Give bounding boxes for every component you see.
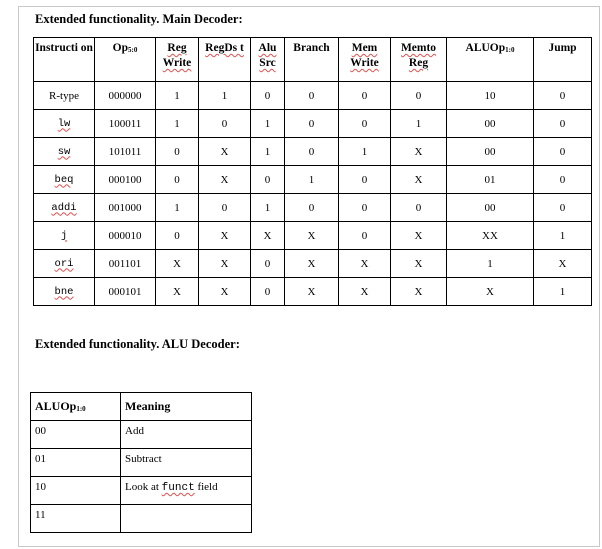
instruction-cell: beq <box>34 166 95 194</box>
main-header-cell: Jump <box>534 38 592 82</box>
main-header-cell: Alu Src <box>251 38 285 82</box>
main-decoder-heading: Extended functionality. Main Decoder: <box>35 12 243 26</box>
signal-cell: 0 <box>339 110 391 138</box>
signal-cell: 0 <box>251 82 285 110</box>
signal-cell: 1 <box>251 110 285 138</box>
signal-cell: X <box>339 278 391 306</box>
alu-header-cell: ALUOp$_{1:0}$ <box>31 393 121 421</box>
main-header-cell: Mem Write <box>339 38 391 82</box>
aluop-cell: 11 <box>31 505 121 533</box>
instruction-cell: j <box>34 222 95 250</box>
signal-cell: 0 <box>534 82 592 110</box>
alu-header-cell: Meaning <box>121 393 252 421</box>
signal-cell: 0 <box>251 250 285 278</box>
table-row <box>34 278 592 306</box>
table-row <box>34 222 592 250</box>
main-header-cell: Branch <box>285 38 339 82</box>
signal-cell: X <box>199 166 251 194</box>
signal-cell: 0 <box>156 138 199 166</box>
signal-cell: X <box>251 222 285 250</box>
main-header-cell: Instructi on <box>34 38 95 82</box>
alu-header-row <box>31 393 252 421</box>
code-term: funct <box>161 482 195 494</box>
opcode-cell: 000101 <box>95 278 156 306</box>
signal-cell: 0 <box>391 194 447 222</box>
signal-cell: X <box>285 250 339 278</box>
signal-cell: 0 <box>534 138 592 166</box>
signal-cell: 0 <box>534 166 592 194</box>
table-row <box>34 110 592 138</box>
signal-cell: X <box>199 222 251 250</box>
table-row <box>34 138 592 166</box>
main-header-cell: Reg Write <box>156 38 199 82</box>
signal-cell: 0 <box>199 110 251 138</box>
signal-cell: 0 <box>534 194 592 222</box>
main-decoder-table <box>33 37 592 306</box>
signal-cell: 0 <box>339 82 391 110</box>
signal-cell: 0 <box>285 110 339 138</box>
signal-cell: X <box>391 138 447 166</box>
signal-cell: 0 <box>339 166 391 194</box>
main-header-cell: ALUOp$_{1:0}$ <box>447 38 534 82</box>
table-row <box>34 250 592 278</box>
opcode-cell: 001101 <box>95 250 156 278</box>
signal-cell: 0 <box>156 166 199 194</box>
signal-cell: X <box>285 278 339 306</box>
meaning-cell: Look at funct field <box>121 477 252 505</box>
signal-cell: 1 <box>251 138 285 166</box>
instruction-cell: lw <box>34 110 95 138</box>
table-row <box>31 505 252 533</box>
signal-cell: 1 <box>199 82 251 110</box>
signal-cell: 1 <box>156 110 199 138</box>
opcode-cell: 000100 <box>95 166 156 194</box>
signal-cell: 00 <box>447 194 534 222</box>
signal-cell: 0 <box>339 222 391 250</box>
opcode-cell: 001000 <box>95 194 156 222</box>
signal-cell: X <box>391 278 447 306</box>
signal-cell: 0 <box>285 138 339 166</box>
table-row <box>31 477 252 505</box>
signal-cell: 0 <box>391 82 447 110</box>
instruction-cell: ori <box>34 250 95 278</box>
instruction-cell: sw <box>34 138 95 166</box>
table-row <box>34 166 592 194</box>
signal-cell: 1 <box>339 138 391 166</box>
table-row <box>31 449 252 477</box>
alu-decoder-heading: Extended functionality. ALU Decoder: <box>35 337 240 351</box>
main-header-cell: RegDs t <box>199 38 251 82</box>
alu-decoder-table <box>30 392 252 533</box>
signal-cell: 1 <box>156 82 199 110</box>
signal-cell: 00 <box>447 138 534 166</box>
signal-cell: 0 <box>534 110 592 138</box>
meaning-cell: Subtract <box>121 449 252 477</box>
main-header-cell: $Op_{5:0}$ <box>95 38 156 82</box>
table-row <box>31 421 252 449</box>
aluop-cell: 01 <box>31 449 121 477</box>
signal-cell: X <box>199 278 251 306</box>
signal-cell: X <box>447 278 534 306</box>
main-header-cell: Memto Reg <box>391 38 447 82</box>
instruction-cell: R-type <box>34 82 95 110</box>
aluop-cell: 10 <box>31 477 121 505</box>
signal-cell: X <box>339 250 391 278</box>
opcode-cell: 000010 <box>95 222 156 250</box>
instruction-cell: bne <box>34 278 95 306</box>
signal-cell: 0 <box>199 194 251 222</box>
table-row <box>34 82 592 110</box>
signal-cell: 0 <box>156 222 199 250</box>
signal-cell: 0 <box>251 278 285 306</box>
instruction-cell: addi <box>34 194 95 222</box>
meaning-cell <box>121 505 252 533</box>
opcode-cell: 101011 <box>95 138 156 166</box>
signal-cell: 0 <box>339 194 391 222</box>
signal-cell: 0 <box>285 82 339 110</box>
signal-cell: 1 <box>534 222 592 250</box>
signal-cell: 01 <box>447 166 534 194</box>
signal-cell: X <box>391 166 447 194</box>
signal-cell: 1 <box>534 278 592 306</box>
signal-cell: XX <box>447 222 534 250</box>
signal-cell: 1 <box>251 194 285 222</box>
aluop-cell: 00 <box>31 421 121 449</box>
signal-cell: 1 <box>391 110 447 138</box>
signal-cell: 10 <box>447 82 534 110</box>
signal-cell: X <box>391 250 447 278</box>
signal-cell: X <box>391 222 447 250</box>
main-header-row <box>34 38 592 82</box>
opcode-cell: 100011 <box>95 110 156 138</box>
signal-cell: X <box>199 138 251 166</box>
table-row <box>34 194 592 222</box>
signal-cell: X <box>534 250 592 278</box>
signal-cell: X <box>285 222 339 250</box>
signal-cell: X <box>156 250 199 278</box>
signal-cell: 00 <box>447 110 534 138</box>
signal-cell: 1 <box>285 166 339 194</box>
signal-cell: 0 <box>285 194 339 222</box>
opcode-cell: 000000 <box>95 82 156 110</box>
signal-cell: X <box>199 250 251 278</box>
meaning-cell: Add <box>121 421 252 449</box>
signal-cell: X <box>156 278 199 306</box>
signal-cell: 1 <box>447 250 534 278</box>
signal-cell: 0 <box>251 166 285 194</box>
signal-cell: 1 <box>156 194 199 222</box>
